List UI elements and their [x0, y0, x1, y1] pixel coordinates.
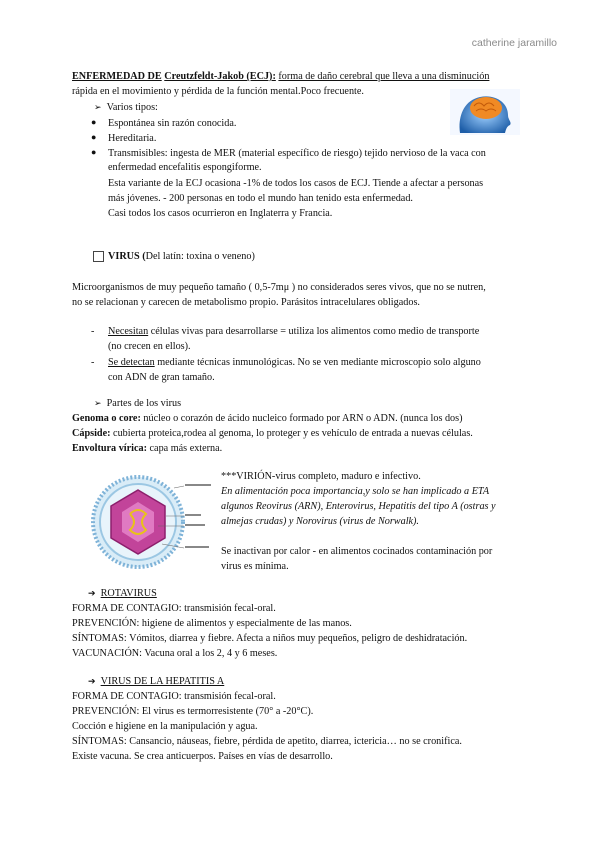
detect-text: mediante técnicas inmunológicas. No se ven mediante microscopio solo alguno	[157, 357, 481, 368]
food-line-1: En alimentación poca importancia,y solo se han implicado a ETA	[221, 486, 490, 497]
part-term: Cápside:	[72, 428, 111, 439]
bullet-icon: ●	[91, 132, 97, 142]
virus-heading-line	[108, 250, 255, 263]
part-row	[72, 412, 463, 425]
rotavirus-heading-line	[88, 587, 157, 600]
virus-heading-note: Del latín: toxina o veneno)	[145, 251, 255, 262]
trans-cont-2: Esta variante de la ECJ ocasiona -1% de todos los casos de ECJ. Tiende a afectar a personas	[108, 178, 484, 189]
part-row	[72, 427, 473, 440]
hepatitis-line: SÍNTOMAS: Cansancio, náuseas, fiebre, pérdida de apetito, diarrea, ictericia… no se cronifica.	[72, 736, 462, 747]
need-text: células vivas para desarrollarse = utiliza los alimentos como medio de transporte	[150, 326, 480, 337]
ecj-title-name: Creutzfeldt-Jakob (ECJ):	[164, 71, 276, 82]
detect-text-2: con ADN de gran tamaño.	[108, 372, 215, 383]
detect-label: Se detectan	[108, 357, 155, 368]
type-item: Transmisibles: ingesta de MER (material específico de riesgo) tejido nervioso de la vaca con	[108, 148, 486, 159]
hepatitis-heading-line	[88, 675, 224, 688]
dash: -	[91, 326, 95, 337]
need-text-2: (no crecen en ellos).	[108, 341, 191, 352]
rotavirus-line: PREVENCIÓN: higiene de alimentos y especialmente de las manos.	[72, 618, 352, 629]
arrow-icon: ➔	[88, 676, 96, 686]
hepatitis-line: Existe vacuna. Se crea anticuerpos. Países en vías de desarrollo.	[72, 751, 333, 762]
brain-head-image	[450, 89, 520, 135]
part-desc: capa más externa.	[149, 443, 223, 454]
virus-heading: VIRUS (	[108, 251, 146, 262]
trans-cont-4: Casi todos los casos ocurrieron en Inglaterra y Francia.	[108, 208, 333, 219]
hepatitis-line: PREVENCIÓN: El virus es termorresistente (70° a -20°C).	[72, 706, 314, 717]
checkbox-icon[interactable]	[93, 251, 104, 262]
part-desc: núcleo o corazón de ácido nucleico formado por ARN o ADN. (nunca los dos)	[143, 413, 463, 424]
virus-structure-diagram	[90, 470, 220, 570]
rotavirus-line: FORMA DE CONTAGIO: transmisión fecal-oral.	[72, 603, 276, 614]
types-line: ➢ Varios tipos:	[94, 102, 158, 113]
parts-label: Partes de los virus	[106, 398, 182, 409]
trans-cont-1: enfermedad encefalitis espongiforme.	[108, 162, 262, 173]
part-term: Genoma o core:	[72, 413, 141, 424]
ecj-def-1: forma de daño cerebral que lleva a una disminución	[278, 71, 490, 82]
trans-cont-3: más jóvenes. - 200 personas en todo el mundo han tenido esta enfermedad.	[108, 193, 413, 204]
food-line-3: almejas crudas) y Norovirus (virus de Norwalk).	[221, 516, 419, 527]
hepatitis-heading: VIRUS DE LA HEPATITIS A	[100, 676, 225, 687]
inact-line-2: virus es mínima.	[221, 561, 289, 572]
need-line	[108, 325, 479, 338]
parts-line: ➢ Partes de los virus	[94, 398, 182, 409]
bullet-icon: ●	[91, 147, 97, 157]
hepatitis-line: Cocción e higiene en la manipulación y agua.	[72, 721, 258, 732]
virus-def-2: no se relacionan y carecen de metabolismo propio. Parásitos intracelulares obligados.	[72, 297, 420, 308]
inact-line-1: Se inactivan por calor - en alimentos cocinados contaminación por	[221, 546, 493, 557]
type-item: Hereditaria.	[108, 133, 157, 144]
hepatitis-line: FORMA DE CONTAGIO: transmisión fecal-oral.	[72, 691, 276, 702]
detect-line	[108, 356, 481, 369]
ecj-title: ENFERMEDAD DE	[72, 71, 162, 82]
ecj-def-2: rápida en el movimiento y pérdida de la función mental.Poco frecuente.	[72, 86, 364, 97]
rotavirus-line: VACUNACIÓN: Vacuna oral a los 2, 4 y 6 meses.	[72, 648, 278, 659]
part-term: Envoltura vírica:	[72, 443, 147, 454]
bullet-icon: ●	[91, 117, 97, 127]
rotavirus-heading: ROTAVIRUS	[100, 588, 157, 599]
arrow-icon: ➔	[88, 588, 96, 598]
rotavirus-line: SÍNTOMAS: Vómitos, diarrea y fiebre. Afecta a niños muy pequeños, peligro de deshidratación.	[72, 633, 468, 644]
dash: -	[91, 357, 95, 368]
types-label: Varios tipos:	[106, 102, 158, 113]
part-desc: cubierta proteica,rodea al genoma, lo proteger y es vehículo de entrada a nuevas células.	[113, 428, 473, 439]
part-row	[72, 442, 222, 455]
type-item: Espontánea sin razón conocida.	[108, 118, 237, 129]
ecj-title-line	[72, 70, 489, 83]
virion-line: ***VIRIÓN-virus completo, maduro e infectivo.	[221, 471, 421, 482]
need-label: Necesitan	[108, 326, 149, 337]
food-line-2: algunos Reovirus (ARN), Enterovirus, Hepatitis del tipo A (ostras y	[221, 501, 496, 512]
author-name: catherine jaramillo	[471, 37, 557, 49]
virus-def-1: Microorganismos de muy pequeño tamaño ( 0,5-7mμ ) no considerados seres vivos, que no se nutren,	[72, 282, 486, 293]
